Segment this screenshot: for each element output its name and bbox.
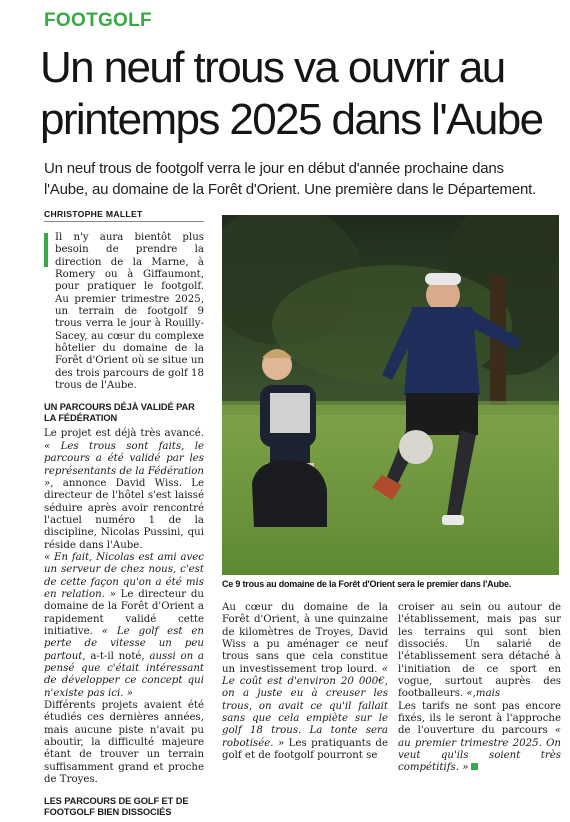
quote: « En fait, Nicolas est ami avec un serveur de chez nous, c'est de cette façon qu'on a été mis en relation. » xyxy=(44,551,204,600)
quote: « Les trous sont faits, le parcours a été validé par les représentants de la Fédération » xyxy=(44,440,204,489)
paragraph: Différents projets avaient été étudiés ces dernières années, mais aucune piste n'avait pu aboutir, la difficulté majeure étant de trouver un terrain suffisamment grand et proche de Troyes. xyxy=(44,700,204,786)
text-run: Au cœur du domaine de la Forêt d'Orient, à une quinzaine de kilomètres de Troyes, David Wiss a pu aménager ce neuf trous sans que cela constitue un investissement trop lourd. xyxy=(222,602,388,675)
footgolf-photo xyxy=(222,215,559,575)
subheading-federation: UN PARCOURS DÉJÀ VALIDÉ PAR LA FÉDÉRATION xyxy=(44,402,195,424)
text-run: , a-t-il noté, xyxy=(82,650,150,662)
quote: « au premier trimestre 2025. On veut qu'ils soient très compétitifs. » xyxy=(398,725,561,774)
quote: « Le coût est d'environ 20 000€, on a juste eu à creuser les trous, on avait ce qu'il fallait sans que cela empiète sur le golf 18 trous. La tonte sera robotisée. » xyxy=(222,663,388,749)
quote: aussi on a pensé que c'était intéressant de développer ce concept qui n'existe pas ici. » xyxy=(44,650,204,699)
text-run: Le projet est déjà très avancé. xyxy=(44,428,204,440)
quote: mais xyxy=(475,688,501,700)
article-column-1 xyxy=(44,232,204,822)
text-run: Les tarifs ne sont pas encore fixés, ils le seront à l'approche de l'ouverture du parcours xyxy=(398,700,561,737)
text-run: croiser au sein ou autour de l'établissement, mais pas sur les terrains qui sont bien dissociés. Un salarié de l'établissement sera détaché à l'initiation de ce sport en vogue, surtout auprès des footballeurs. xyxy=(398,602,561,700)
byline: CHRISTOPHE MALLET xyxy=(44,209,143,219)
paragraph xyxy=(44,428,204,551)
headline: Un neuf trous va ouvrir au printemps 2025 dans l'Aube xyxy=(40,43,543,144)
paragraph xyxy=(398,602,561,701)
paragraph xyxy=(398,701,561,775)
lead-paragraph xyxy=(44,232,204,392)
subheading-courses: LES PARCOURS DE GOLF ET DE FOOTGOLF BIEN DISSOCIÉS xyxy=(44,796,189,818)
lead-text: Il n'y aura bientôt plus besoin de prendre la direction de la Marne, à Romery ou à Giffaumont, pour pratiquer le footgolf. Au premier trimestre 2025, un terrain de footgolf 9 trous verra le jour à Rouilly-Sacey, au cœur du complexe hôtelier du domaine de la Forêt d'Orient où se situe un des trois parcours de golf 18 trous de l'Aube. xyxy=(55,232,204,392)
text-run: , annonce David Wiss. Le directeur de l'hôtel s'est laissé séduire après avoir rencontré l'actuel numéro 1 de la discipline, Nicolas Pussini, qui réside dans l'Aube. xyxy=(44,477,204,551)
photo-caption: Ce 9 trous au domaine de la Forêt d'Orient sera le premier dans l'Aube. xyxy=(222,579,512,589)
lead-accent-bar xyxy=(44,233,48,267)
section-kicker: FOOTGOLF xyxy=(44,10,152,31)
quote: « xyxy=(466,688,473,700)
article-column-3 xyxy=(398,602,561,775)
quote: « Le golf est en perte de vitesse un peu partout xyxy=(44,625,204,662)
article-column-2 xyxy=(222,602,388,762)
paragraph xyxy=(222,602,388,762)
standfirst: Un neuf trous de footgolf verra le jour en début d'année prochaine dans l'Aube, au domaine de la Forêt d'Orient. Une première dans le Département. xyxy=(44,160,537,198)
paragraph xyxy=(44,552,204,700)
text-run: Le directeur du domaine de la Forêt d'Orient a rapidement validé cette initiative. xyxy=(44,588,204,637)
text-run: , xyxy=(472,688,476,700)
text-run: Les pratiquants de golf et de footgolf pourront se xyxy=(222,737,388,762)
end-mark-icon xyxy=(471,763,478,770)
byline-rule xyxy=(44,221,204,222)
